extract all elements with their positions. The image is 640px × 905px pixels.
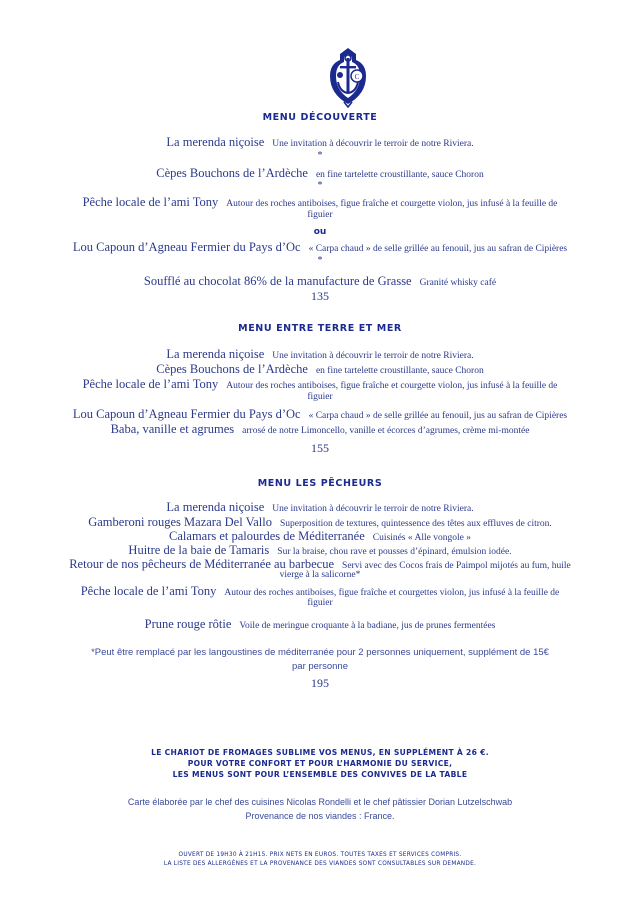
dish-description: Cuisinés « Alle vongole » xyxy=(372,533,471,543)
dish-name: Gamberoni rouges Mazara Del Vallo xyxy=(88,515,272,529)
dish-name: La merenda niçoise xyxy=(166,135,265,149)
dish-name: Pêche locale de l’ami Tony xyxy=(82,377,219,391)
menu-price: 195 xyxy=(311,676,329,690)
or-label: ou xyxy=(313,227,327,237)
dish-description: Sur la braise, chou rave et pousses d’épinard, émulsion iodée. xyxy=(277,547,512,557)
menu-item xyxy=(0,193,640,211)
cheese-trolley-notice xyxy=(0,747,640,780)
dish-description: en fine tartelette croustillante, sauce Choron xyxy=(315,366,484,376)
footnote-continued: par personne xyxy=(292,661,348,672)
dish-description: en fine tartelette croustillante, sauce Choron xyxy=(315,170,484,180)
menu-item xyxy=(0,133,640,151)
menu-item xyxy=(0,420,640,438)
menu-title-entre-terre-et-mer: MENU ENTRE TERRE ET MER xyxy=(238,323,402,334)
dish-name: Cèpes Bouchons de l’Ardèche xyxy=(156,362,308,376)
menu-price: 155 xyxy=(311,441,329,455)
dish-name: Lou Capoun d’Agneau Fermier du Pays d’Oc xyxy=(72,407,301,421)
dish-name: Pêche locale de l’ami Tony xyxy=(80,584,217,598)
notice-line: POUR VOTRE CONFORT ET POUR L’HARMONIE DU SERVICE, xyxy=(187,759,453,768)
footer-line: OUVERT DE 19H30 À 21H15. PRIX NETS EN EUROS. TOUTES TAXES ET SERVICES COMPRIS. xyxy=(178,852,462,858)
menu-item xyxy=(0,375,640,393)
dish-description: Servi avec des Cocos frais de Paimpol mijotés au fum, huile xyxy=(342,561,571,571)
dish-description: Autour des roches antiboises, figue fraîche et courgette violon, jus infusé à la feuille de xyxy=(226,199,558,209)
dish-description-continued: figuier xyxy=(307,598,333,608)
dish-description-continued: vierge à la salicorne* xyxy=(279,570,361,580)
dish-description: Voile de meringue croquante à la badiane, jus de prunes fermentées xyxy=(239,621,496,631)
dish-name: Prune rouge rôtie xyxy=(144,617,232,631)
menu-item xyxy=(0,272,640,290)
separator-star: * xyxy=(317,255,323,266)
dish-description: Superposition de textures, quintessence des têtes aux effluves de citron. xyxy=(279,519,552,529)
footer-info xyxy=(0,851,640,869)
dish-name: Soufflé au chocolat 86% de la manufacture de Grasse xyxy=(143,274,412,288)
svg-text:C: C xyxy=(354,73,360,81)
separator-star: * xyxy=(317,180,323,191)
dish-description: Une invitation à découvrir le terroir de notre Riviera. xyxy=(272,504,474,514)
dish-description-continued: figuier xyxy=(307,392,333,402)
dish-name: La merenda niçoise xyxy=(166,347,265,361)
menu-item xyxy=(0,615,640,633)
separator-star: * xyxy=(317,150,323,161)
dish-name: Pêche locale de l’ami Tony xyxy=(82,195,219,209)
meat-origin: Provenance de nos viandes : France. xyxy=(245,811,395,821)
dish-description-continued: figuier xyxy=(307,210,333,220)
notice-line: LE CHARIOT DE FROMAGES SUBLIME VOS MENUS, EN SUPPLÉMENT À 26 €. xyxy=(151,748,489,757)
dish-name: Baba, vanille et agrumes xyxy=(110,422,235,436)
dish-description: arrosé de notre Limoncello, vanille et écorces d’agrumes, crème mi-montée xyxy=(242,426,530,436)
footer-line: LA LISTE DES ALLERGÈNES ET LA PROVENANCE DES VIANDES SONT CONSULTABLES SUR DEMANDE. xyxy=(163,861,477,867)
chef-credits: Carte élaborée par le chef des cuisines Nicolas Rondelli et le chef pâtissier Dorian Lutzelschwab xyxy=(127,797,513,807)
dish-name: Calamars et palourdes de Méditerranée xyxy=(169,529,365,543)
dish-name: Cèpes Bouchons de l’Ardèche xyxy=(156,166,308,180)
footnote: *Peut être remplacé par les langoustines de méditerranée pour 2 personnes uniquement, supplément de 15€ xyxy=(91,647,549,658)
dish-description: « Carpa chaud » de selle grillée au fenouil, jus au safran de Cipières xyxy=(308,411,568,421)
anchor-monogram-icon xyxy=(326,46,370,108)
dish-description: « Carpa chaud » de selle grillée au fenouil, jus au safran de Cipières xyxy=(308,244,568,254)
menu-title-les-pecheurs: MENU LES PÊCHEURS xyxy=(257,478,383,489)
menu-title-decouverte: MENU DÉCOUVERTE xyxy=(262,112,378,123)
dish-name: Retour de nos pêcheurs de Méditerranée au barbecue xyxy=(69,557,335,571)
dish-name: Huitre de la baie de Tamaris xyxy=(128,543,270,557)
dish-description: Autour des roches antiboises, figue fraîche et courgettes violon, jus infusé à la feuille de xyxy=(224,588,560,598)
dish-description: Autour des roches antiboises, figue fraîche et courgette violon, jus infusé à la feuille de xyxy=(226,381,558,391)
dish-description: Une invitation à découvrir le terroir de notre Riviera. xyxy=(272,351,474,361)
notice-line: LES MENUS SONT POUR L’ENSEMBLE DES CONVIVES DE LA TABLE xyxy=(172,770,468,779)
dish-name: La merenda niçoise xyxy=(166,500,265,514)
dish-description: Une invitation à découvrir le terroir de notre Riviera. xyxy=(272,139,474,149)
menu-price: 135 xyxy=(311,289,329,303)
dish-description: Granité whisky café xyxy=(419,278,497,288)
dish-name: Lou Capoun d’Agneau Fermier du Pays d’Oc xyxy=(72,240,301,254)
menu-item xyxy=(0,238,640,256)
